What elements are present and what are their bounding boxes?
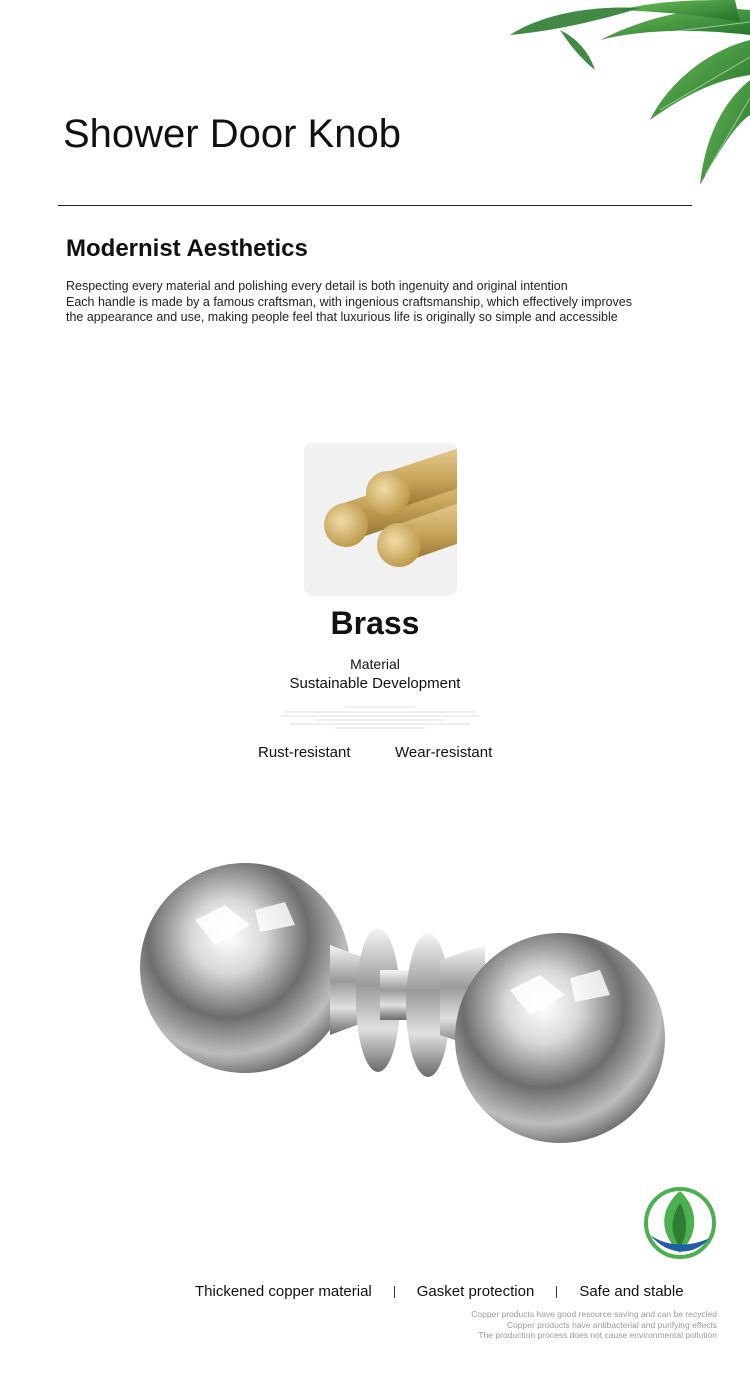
feature-thickened-copper: Thickened copper material: [195, 1283, 372, 1300]
feature-separator: [556, 1286, 557, 1298]
material-name: Brass: [330, 605, 420, 641]
footnotes: [471, 1309, 717, 1341]
feature-separator: [394, 1286, 395, 1298]
material-label: Material: [350, 656, 400, 672]
decorative-fine-print: [275, 705, 485, 733]
intro-line: Respecting every material and polishing every detail is both ingenuity and original intention: [66, 279, 568, 293]
eco-leaf-icon: [640, 1183, 720, 1263]
title-divider: [58, 205, 692, 206]
intro-line: the appearance and use, making people feel that luxurious life is originally so simple and accessible: [66, 310, 618, 324]
feature-rust-resistant: Rust-resistant: [258, 744, 351, 761]
section-heading: Modernist Aesthetics: [66, 235, 308, 262]
footnote-line: Copper products have good resource saving and can be recycled: [471, 1309, 717, 1319]
page-title: Shower Door Knob: [63, 112, 401, 156]
shower-door-knob-image: [140, 850, 680, 1160]
material-subtitle: Sustainable Development: [289, 675, 461, 692]
intro-description: [66, 279, 666, 326]
bottom-features: [195, 1283, 725, 1300]
palm-leaves-icon: [500, 0, 750, 190]
feature-safe-stable: Safe and stable: [579, 1283, 684, 1300]
intro-line: Each handle is made by a famous craftsman, with ingenious craftsmanship, which effectively improves: [66, 294, 633, 309]
brass-rods-image: [304, 443, 457, 596]
footnote-line: The production process does not cause environmental pollution: [478, 1330, 717, 1340]
feature-wear-resistant: Wear-resistant: [395, 744, 493, 761]
feature-gasket-protection: Gasket protection: [416, 1283, 535, 1300]
footnote-line: Copper products have antibacterial and purifying effects: [506, 1319, 717, 1330]
